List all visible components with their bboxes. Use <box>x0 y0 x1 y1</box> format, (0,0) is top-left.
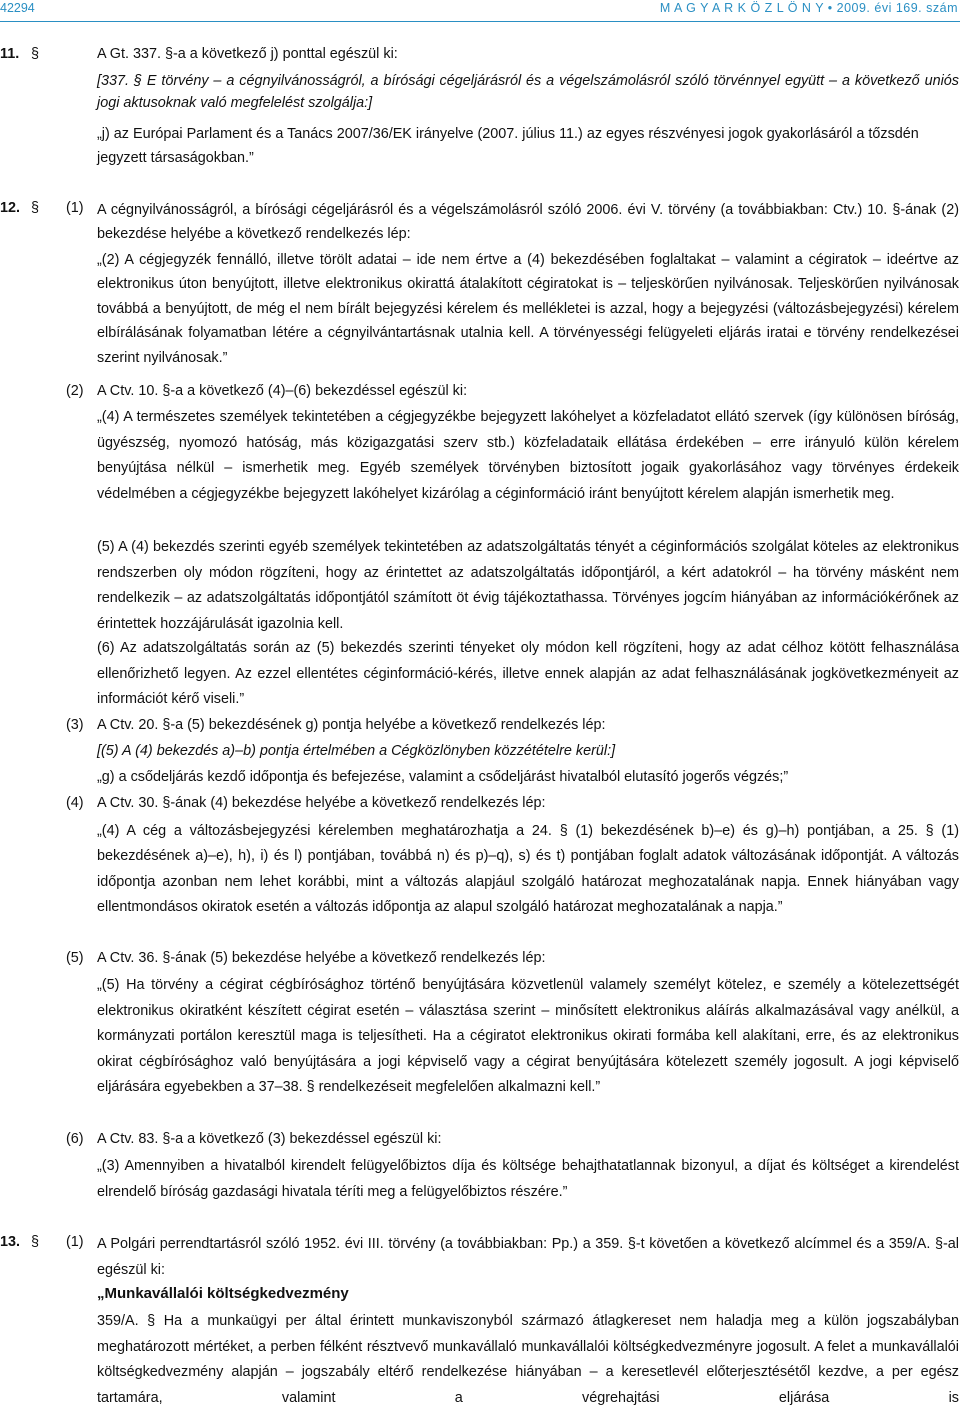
paragraph-number: (6) <box>66 1131 84 1147</box>
s12-paragraph-2 <box>0 381 960 402</box>
paragraph-text: „(4) A cég a változásbejegyzési kérelemben meghatározhatja a 24. § (1) bekezdésének b)–e) és g)–h) pontjában, a 25. § (1) bekezdésének a)–e), h), i) és l) pontjában, továbbá n) és p)–q), s) és t) pontjában foglalt adatok változásának időpontját. A változás időpontja azonban nem lehet korábbi, mint a változás alapjául szolgáló határozat meghozatalának napja. Ennek hiányában vagy ellentmondásos okiratok esetén a változás időpontja az alapul szolgáló határozat meghozatalának a napja.” <box>97 823 959 916</box>
paragraph-text: „(4) A természetes személyek tekintetében a cégjegyzékbe bejegyzett lakóhelyet a közfeladatot ellátó szervek (így különösen bíróság, ügyészség, nyomozó hatóság, más közigazgatási szerv stb.) közfeladataik ellátása érdekében – erre irányuló külön kérelem benyújtása nélkül – ismerhetik meg. Egyéb személyek törvényben biztosított jogaik gyakorlásához vagy törvényes érdekeik védelmében a cégjegyzékbe bejegyzett lakóhelyet kizárólag a céginformáció iránt benyújtott kérelem alapján ismerhetik meg. <box>97 409 959 502</box>
paragraph-text: „(3) Amennyiben a hivatalból kirendelt felügyelőbiztos díja és költsége behajthatatlannak bizonyul, a díjat és költséget a kirendelést elrendelő bíróság gazdasági hivatala téríti meg a felügyelőbiztos részére.” <box>97 1158 959 1200</box>
s13-p1-text-block <box>0 1309 960 1411</box>
paragraph-intro: A Ctv. 36. §-ának (5) bekezdése helyébe a következő rendelkezés lép: <box>97 950 546 966</box>
paragraph-number: (1) <box>66 1234 84 1250</box>
s12-p3-lead-block <box>0 741 960 762</box>
paragraph-intro: A Ctv. 30. §-ának (4) bekezdése helyébe a következő rendelkezés lép: <box>97 795 546 811</box>
paragraph-number: (4) <box>66 795 84 811</box>
paragraph-intro: A Ctv. 10. §-a a következő (4)–(6) bekezdéssel egészül ki: <box>97 383 468 399</box>
s12-p6-text-block <box>0 1154 960 1205</box>
paragraph-intro: A Ctv. 20. §-a (5) bekezdésének g) pontja helyébe a következő rendelkezés lép: <box>97 717 606 733</box>
section-number: 12. <box>0 200 21 216</box>
paragraph-text: 359/A. § Ha a munkaügyi per által érintett munkaviszonyból származó átlagkereset nem haladja meg a külön jogszabályban meghatározott mértéket, a perben félként résztvevő munkavállaló munkavállalói költségkedvezményre jogosult. A felet a munkavállalói költségkedvezmény alapján – jogszabály eltérő rendelkezése hiányában – a keresetlevél előterjesztésétől kezdve, a per egész tartamára, valamint a végrehajtási eljárása is <box>97 1313 959 1406</box>
paragraph-number: (2) <box>66 383 84 399</box>
section-11 <box>0 44 960 65</box>
subsection-title: „Munkavállalói költségkedvezmény <box>97 1285 349 1302</box>
paragraph-number: (1) <box>66 200 84 216</box>
paragraph-lead-in: [(5) A (4) bekezdés a)–b) pontja értelmében a Cégközlönyben közzétételre kerül:] <box>97 743 616 759</box>
s12-p1-text-block <box>0 248 960 370</box>
header-rule <box>0 21 960 22</box>
section-number: 13. <box>0 1234 21 1250</box>
section-sign: § <box>31 1234 40 1250</box>
s11-point-j: „j) az Európai Parlament és a Tanács 2007/36/EK irányelve (2007. július 11.) az egyes részvényesi jogok gyakorlásáról a tőzsdén jegyzett társaságokban.” <box>97 126 919 166</box>
section-12 <box>0 198 960 246</box>
page-number: 42294 <box>0 1 35 15</box>
s12-p2-text5-block <box>0 535 960 637</box>
s12-p4-text-block <box>0 819 960 921</box>
paragraph-intro: A Ctv. 83. §-a a következő (3) bekezdéssel egészül ki: <box>97 1131 442 1147</box>
s12-paragraph-5 <box>0 948 960 969</box>
section-intro: A Gt. 337. §-a a következő j) ponttal egészül ki: <box>97 46 398 62</box>
section-number: 11. <box>0 46 20 62</box>
section-sign: § <box>31 200 40 216</box>
s12-p2-text6-block <box>0 636 960 713</box>
s12-p5-text-block <box>0 973 960 1101</box>
running-title: M A G Y A R K Ö Z L Ö N Y • 2009. évi 169. szám <box>659 1 958 15</box>
paragraph-text: „g) a csődeljárás kezdő időpontja és befejezése, valamint a csődeljárást hivatalból elutasító jogerős végzés;” <box>97 769 789 785</box>
s13-subtitle-block <box>0 1283 960 1304</box>
s12-paragraph-6 <box>0 1129 960 1150</box>
section-sign: § <box>31 46 40 62</box>
s11-lead-in: [337. § E törvény – a cégnyilvánosságról, a bírósági cégeljárásról és a végelszámolásról szóló törvénnyel együtt – a következő uniós jogi aktusoknak való megfelelést szolgálja:] <box>97 73 959 111</box>
paragraph-number: (3) <box>66 717 84 733</box>
paragraph-intro: A cégnyilvánosságról, a bírósági cégeljárásról és a végelszámolásról szóló 2006. évi V. törvény (a továbbiakban: Ctv.) 10. §-ának (2) bekezdése helyébe a következő rendelkezés lép: <box>97 202 959 242</box>
section-13 <box>0 1232 960 1283</box>
s11-lead-in-block <box>0 70 960 114</box>
paragraph-text: (6) Az adatszolgáltatás során az (5) bekezdés szerinti tényeket oly módon kell rögzíteni, hogy az adat célhoz kötött felhasználása ellenőrizhető legyen. Az ezzel ellentétes céginformáció-kérés, illetve ennek alapján az adat felhasználásának jogkövetkezményeit az információt kérő viseli.” <box>97 640 959 707</box>
paragraph-text: (5) A (4) bekezdés szerinti egyéb személyek tekintetében az adatszolgáltatás tényét a céginformációs szolgálat köteles az elektronikus rendszerben oly módon rögzíteni, hogy az érintettet az adatszolgáltatás időpontjáról, a kért adatokról – ha törvény másként nem rendelkezik – az adatszolgáltatás időpontjától számított öt évig tájékoztathassa. Törvényes jogcím hiányában az információkérőnek az érintettek hozzájárulását igazolnia kell. <box>97 539 959 632</box>
paragraph-number: (5) <box>66 950 84 966</box>
paragraph-intro: A Polgári perrendtartásról szóló 1952. évi III. törvény (a továbbiakban: Pp.) a 359. §-t követően a következő alcímmel és a 359/A. §-al egészül ki: <box>97 1236 959 1278</box>
running-header <box>0 0 960 20</box>
s12-paragraph-4 <box>0 793 960 814</box>
s12-p2-text4-block <box>0 405 960 507</box>
paragraph-text: „(5) Ha törvény a cégirat cégbírósághoz történő benyújtására közvetlenül valamely személyt kötelez, e személy a kötelezettségét elektronikus okiratként készített cégirat esetén – választása szerint – minősített elektronikus aláírás alkalmazásával vagy anélkül, a kormányzati portálon keresztül maga is teljesítheti. Ha a cégiratot elektronikus okirati formába kell alakítani, erre, és az elektronikus okirat cégbírósághoz való benyújtására a jogi képviselő vagy a cégirat benyújtására kötelezett személy jogosult. A jogi képviselő eljárására egyebekben a 37–38. § rendelkezéseit megfelelően alkalmazni kell.” <box>97 977 959 1096</box>
s12-paragraph-3 <box>0 715 960 736</box>
s12-p3-text-block <box>0 767 960 788</box>
s11-point-j-block <box>0 122 960 170</box>
paragraph-text: „(2) A cégjegyzék fennálló, illetve törölt adatai – ide nem értve a (4) bekezdésében foglaltakat – valamint a cégiratok – ideértve az elektronikus úton benyújtott, illetve elektronikus okirattá átalakított cégiratokat is – teljeskörűen nyilvánosak. Teljeskörűen nyilvánosak továbbá a benyújtott, de még el nem bírált bejegyzési kérelem és mellékletei is azzal, hogy a bejegyzési (változásbejegyzési) kérelem elbírálásának folyamatban létére a cégnyilvántartásnak utalnia kell. A törvényességi felügyeleti eljárás iratai e törvény rendelkezései szerint nyilvánosak.” <box>97 252 959 366</box>
